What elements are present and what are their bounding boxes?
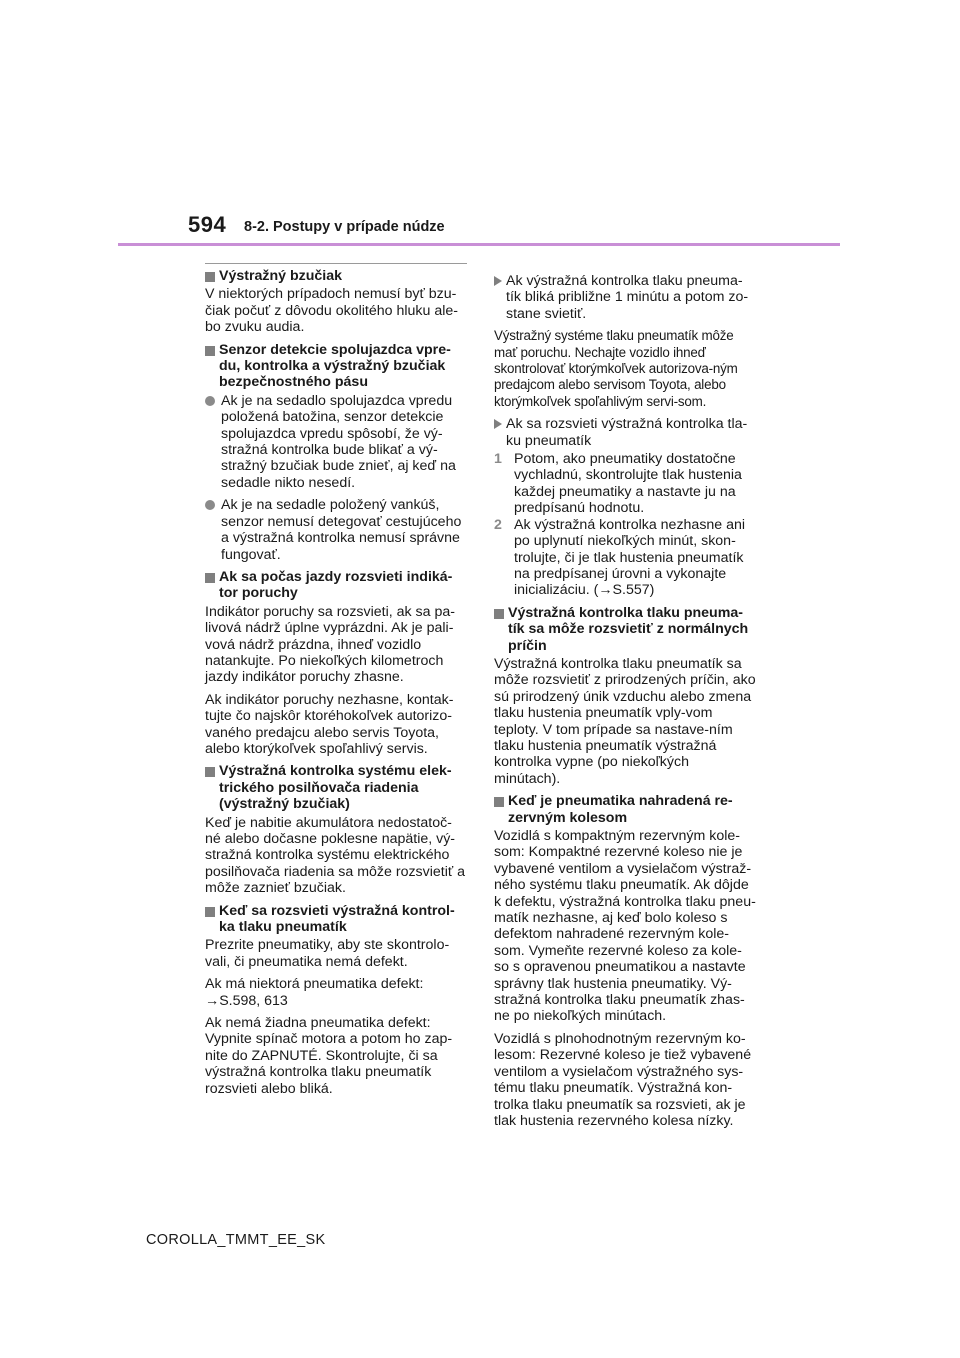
paragraph: Keď je nabitie akumulátora nedostatoč-né alebo dočasne poklesne napätie, vý-stražná kontrolka systému elektrického posilňovača riadenia sa môže rozsvietiť a môže zaznieť bzučiak. [205,814,466,897]
column-top-rule [205,263,467,264]
circle-bullet-icon [205,396,215,406]
page-number: 594 [188,212,227,237]
heading-passenger-sensor: Senzor detekcie spolujazdca vpre-du, kontrolka a výstražný bzučiak bezpečnostného pásu [205,342,467,391]
heading-tire-pressure-light: Keď sa rozsvieti výstražná kontrol-ka tlaku pneumatík [205,903,467,936]
document-code: COROLLA_TMMT_EE_SK [146,1232,326,1248]
paragraph: Ak indikátor poruchy nezhasne, kontak-tujte čo najskôr ktoréhokoľvek autorizo-vaného predajcu alebo servis Toyota, alebo ktorýkoľvek spoľahlivý servis. [205,691,454,757]
square-bullet-icon [205,272,215,282]
left-column [205,263,467,1103]
list-item: Ak je na sedadlo spolujazdca vpredu položená batožina, senzor detekcie spolujazdca vpredu spôsobí, že vý-stražná kontrolka bude blikať a vý-stražný bzučiak bude znieť, aj keď na sedadle nikto nesedí. [205,393,467,491]
square-bullet-icon [205,573,215,583]
heading-spare-wheel: Keď je pneumatika nahradená re-zervným kolesom [494,793,756,826]
header-divider [118,243,840,246]
paragraph: Indikátor poruchy sa rozsvieti, ak sa pa-livová nádrž úplne vyprázdni. Ak je pali-vová nádrž prázdna, ihneď vozidlo natankujte. Po niekoľkých kilometroch jazdy indikátor poruchy zhasne. [205,603,455,686]
triangle-arrow-icon [494,276,502,286]
heading-malfunction-indicator: Ak sa počas jazdy rozsvieti indiká-tor poruchy [205,569,467,602]
paragraph: Ak nemá žiadna pneumatika defekt: Vypnite spínač motora a potom ho zap-nite do ZAPNUTÉ. Skontrolujte, či sa výstražná kontrolka tlaku pneumatík rozsvieti alebo bliká. [205,1015,453,1097]
paragraph: V niektorých prípadoch nemusí byť bzu-čiak počuť z dôvodu okolitého hluku ale-bo zvuku audia. [205,286,458,336]
paragraph: Výstražná kontrolka tlaku pneumatík sa môže rozsvietiť z prirodzených príčin, ako sú prirodzený únik vzduchu alebo zmena tlaku hustenia pneumatík vply-vom teploty. V tom prípade sa nastave-ním tlaku hustenia pneumatík výstražná kontrolka vypne (po niekoľkých minútach). [494,655,756,787]
paragraph: Ak má niektorá pneumatika defekt: [205,976,424,993]
arrow-item: Ak sa rozsvieti výstražná kontrolka tla-ku pneumatík [494,416,756,449]
paragraph: Výstražný systéme tlaku pneumatík môže mať poruchu. Nechajte vozidlo ihneď skontrolovať ktorýmkoľvek autorizova-ným predajcom alebo servisom Toyota, alebo ktorýmkoľvek spoľahlivým servi-som. [494,328,738,409]
page-reference: →S.598, 613 [205,992,288,1009]
section-title: 8-2. Postupy v prípade núdze [244,219,445,235]
arrow-item: Ak výstražná kontrolka tlaku pneuma-tík bliká približne 1 minútu a potom zo-stane svietiť. [494,273,756,322]
square-bullet-icon [494,609,504,619]
paragraph: Prezrite pneumatiky, aby ste skontrolo-vali, či pneumatika nemá defekt. [205,937,450,970]
step-number: 1 [494,451,502,468]
square-bullet-icon [205,767,215,777]
step-item: 1 Potom, ako pneumatiky dostatočne vychladnú, skontrolujte tlak hustenia každej pneumatiky a nastavte ju na predpísanú hodnotu. [494,451,742,517]
step-item: 2 Ak výstražná kontrolka nezhasne ani po uplynutí niekoľkých minút, skon-trolujte, či je tlak hustenia pneumatík na predpísanej úrovni a vykonajte inicializáciu. (→S.557) [494,516,746,599]
heading-normal-causes: Výstražná kontrolka tlaku pneuma-tík sa môže rozsvietiť z normálnych príčin [494,605,756,654]
list-item: Ak je na sedadle položený vankúš, senzor nemusí detegovať cestujúceho a výstražná kontrolka nemusí správne fungovať. [205,497,467,563]
circle-bullet-icon [205,500,215,510]
heading-warning-buzzer: Výstražný bzučiak [205,268,467,284]
square-bullet-icon [205,346,215,356]
heading-power-steering: Výstražná kontrolka systému elek-trického posilňovača riadenia (výstražný bzučiak) [205,763,467,812]
triangle-arrow-icon [494,419,502,429]
paragraph: Vozidlá s kompaktným rezervným kole-som: Kompaktné rezervné koleso nie je vybavené ventilom a vysielačom výstraž-ného systému tlaku pneumatík. Ak dôjde k defektu, výstražná kontrolka tlaku pneu-matík nezhasne, aj keď bolo koleso s defektom nahradené rezervným kole-som. Vymeňte rezervné koleso za kole-so s opravenou pneumatikou a nastavte správny tlak hustenia pneumatiky. Vý-stražná kontrolka tlaku pneumatík zhas-ne po niekoľkých minútach. [494,828,756,1025]
square-bullet-icon [494,797,504,807]
right-column [494,273,756,1135]
step-number: 2 [494,516,502,533]
square-bullet-icon [205,907,215,917]
paragraph: Vozidlá s plnohodnotným rezervným ko-lesom: Rezervné koleso je tiež vybavené ventilom a vysielačom výstražného sys-tému tlaku pneumatík. Výstražná kon-trolka tlaku pneumatík sa rozsvieti, ak je tlak hustenia rezervného kolesa nízky. [494,1030,752,1129]
